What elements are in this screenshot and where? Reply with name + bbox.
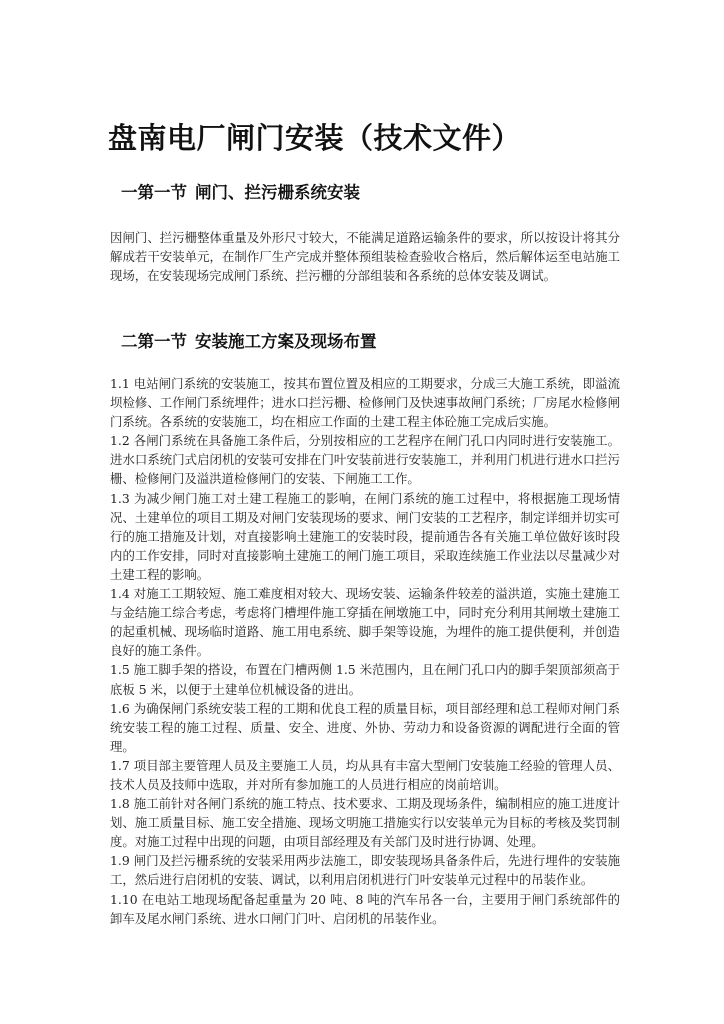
- list-item: 1.1 电站闸门系统的安装施工，按其布置位置及相应的工期要求，分成三大施工系统，即溢流坝检修、工作闸门系统埋件；进水口拦污栅、检修闸门及快速事故闸门系统；厂房尾水检修闸门系统。各系统的安装施工，均在相应工作面的土建工程主体砼施工完成后实施。: [110, 376, 620, 430]
- list-item: 1.7 项目部主要管理人员及主要施工人员，均从具有丰富大型闸门安装施工经验的管理人员、技术人员及技师中选取，并对所有参加施工的人员进行相应的岗前培训。: [110, 757, 620, 792]
- list-item: 1.9 闸门及拦污栅系统的安装采用两步法施工，即安装现场具备条件后，先进行埋件的安装施工，然后进行启闭机的安装、调试，以利用启闭机进行门叶安装单元过程中的吊装作业。: [110, 853, 620, 888]
- list-item: 1.3 为减少闸门施工对土建工程施工的影响，在闸门系统的施工过程中，将根据施工现场情况、土建单位的项目工期及对闸门安装现场的要求、闸门安装的工艺程序，制定详细并切实可行的施工措施及计划，对直接影响土建施工的安装时段，提前通告各有关施工单位做好该时段内的工作安排，同时对直接影响土建施工的闸门施工项目，采取连续施工作业法以尽量减少对土建工程的影响。: [110, 490, 620, 582]
- section-2-item-list: [110, 374, 620, 928]
- section-2-title: 安装施工方案及现场布置: [195, 332, 377, 351]
- list-item: 1.10 在电站工地现场配备起重量为 20 吨、8 吨的汽车吊各一台，主要用于闸门系统部件的卸车及尾水闸门系统、进水口闸门门叶、启闭机的吊装作业。: [110, 891, 620, 926]
- list-item: 1.5 施工脚手架的搭设，布置在门槽两侧 1.5 米范围内，且在闸门孔口内的脚手架顶部须高于底板 5 米，以便于土建单位机械设备的进出。: [110, 662, 620, 697]
- page-title: 盘南电厂闸门安装（技术文件）: [108, 121, 522, 155]
- list-item: 1.2 各闸门系统在具备施工条件后，分别按相应的工艺程序在闸门孔口内同时进行安装施工。进水口系统门式启闭机的安装可安排在门叶安装前进行安装施工，并利用门机进行进水口拦污栅、检修闸门及溢洪道检修闸门的安装、下闸施工工作。: [110, 433, 620, 487]
- section-1-title: 闸门、拦污栅系统安装: [195, 183, 360, 202]
- list-item: 1.6 为确保闸门系统安装工程的工期和优良工程的质量目标，项目部经理和总工程师对闸门系统安装工程的施工过程、质量、安全、进度、外协、劳动力和设备资源的调配进行全面的管理。: [110, 700, 620, 754]
- list-item: 1.4 对施工工期较短、施工难度相对较大、现场安装、运输条件较差的溢洪道，实施土建施工与金结施工综合考虑，考虑将门槽埋件施工穿插在闸墩施工中，同时充分利用其闸墩土建施工的起重机械、现场临时道路、施工用电系统、脚手架等设施，为埋件的施工提供便利，并创造良好的施工条件。: [110, 586, 620, 659]
- list-item: 1.8 施工前针对各闸门系统的施工特点、技术要求、工期及现场条件，编制相应的施工进度计划、施工质量目标、施工安全措施、现场文明施工措施实行以安装单元为目标的考核及奖罚制度。对施工过程中出现的问题，由项目部经理及有关部门及时进行协调、处理。: [110, 796, 620, 850]
- section-1-number: 一第一节: [121, 183, 187, 202]
- section-1-paragraph: 因闸门、拦污栅整体重量及外形尺寸较大，不能满足道路运输条件的要求，所以按设计将其分解成若干安装单元，在制作厂生产完成并整体预组装检查验收合格后，然后解体运至电站施工现场，在安装现场完成闸门系统、拦污栅的分部组装和各系统的总体安装及调试。: [110, 230, 620, 283]
- section-1-heading: [121, 179, 360, 203]
- section-2-heading: [121, 328, 377, 352]
- section-2-number: 二第一节: [121, 332, 187, 351]
